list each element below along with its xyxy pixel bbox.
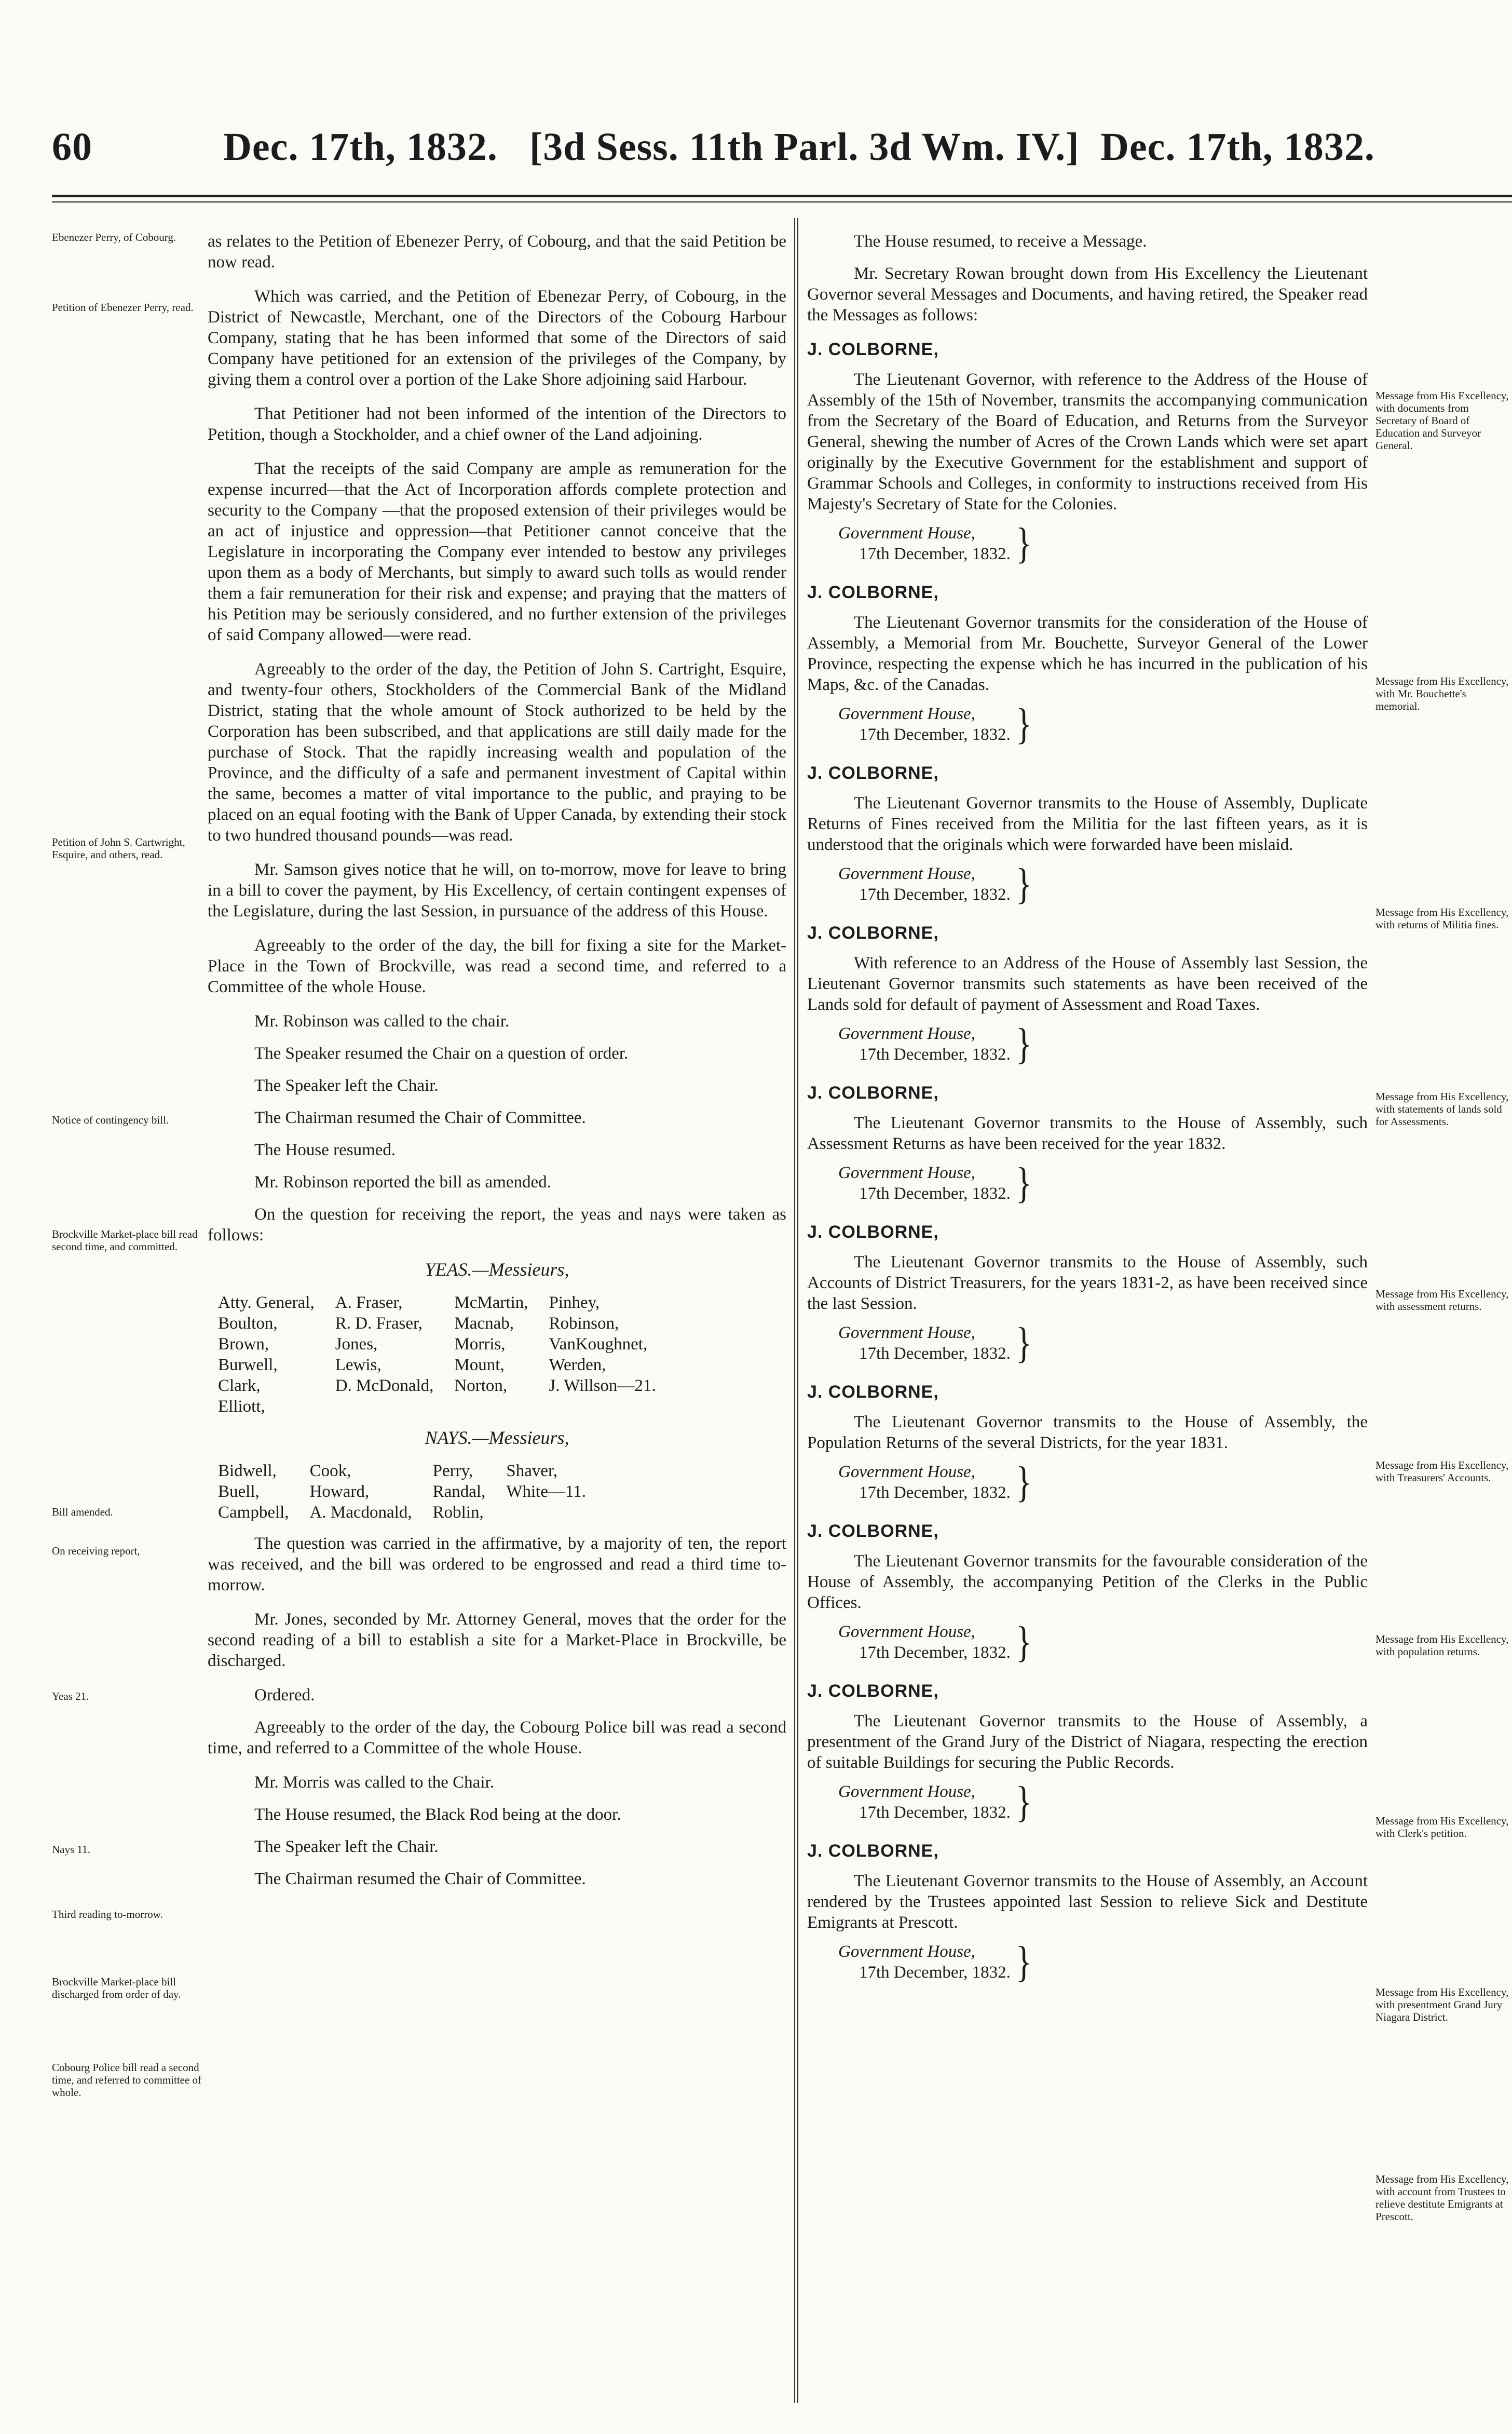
paragraph: That the receipts of the said Company are ample as remuneration for the expense incurred—that the Act of Incorporation affords complete protection and security to the Company —that the proposed extension of their privileges would be an act of injustice and oppression—that Petitioner cannot conceive that the Legislature in incorporating the Company ever intended to bestow any privileges upon them as a body of Merchants, but simply to award such tolls as would render them a fair remuneration for their risk and expense; and praying that the matters of his Petition may be seriously considered, and no further extension of the privileges of said Company allowed—were read. (208, 459, 786, 644)
member-name: J. Willson—21. (549, 1376, 656, 1395)
member-name: Norton, (454, 1376, 508, 1395)
yeas-title: YEAS.—Messieurs, (425, 1259, 569, 1280)
dateline-place: Government House, (838, 524, 975, 543)
government-house-dateline (838, 1938, 1368, 1986)
member-name: Jones, (335, 1335, 378, 1354)
message-text: The Lieutenant Governor, with reference to the Address of the House of Assembly of the 15th of November, transmits the accompanying communication from the Secretary of the Board of Education, and Returns from the Surveyor General, shewing the number of Acres of the Crown Lands which were set apart originally by the Executive Government for the establishment and support of Grammar Schools and Colleges, in conformity to instructions received from His Majesty's Secretary of State for the Colonies. (807, 370, 1368, 513)
member-name: Macnab, (454, 1314, 514, 1333)
dateline-date: 17th December, 1832. (859, 1344, 1011, 1363)
dateline-place: Government House, (838, 1323, 975, 1342)
message-block (807, 1222, 1368, 1367)
message-text: The Lieutenant Governor transmits for the favourable consideration of the House of Assembly, the accompanying Petition of the Clerks in the Public Offices. (807, 1552, 1368, 1612)
margin-note: Bill amended. (52, 1506, 113, 1518)
member-name: Howard, (309, 1482, 370, 1501)
message-block (807, 339, 1368, 567)
margin-note: Message from His Excellency, with statements of lands sold for Assessments. (1375, 1090, 1509, 1128)
message-block (807, 1681, 1368, 1826)
margin-note: Message from His Excellency, with Clerk's petition. (1375, 1815, 1509, 1840)
margin-note: Message from His Excellency, with Mr. Bouchette's memorial. (1375, 675, 1509, 712)
margin-note: Yeas 21. (52, 1690, 89, 1702)
paragraph: Agreeably to the order of the day, the Cobourg Police bill was read a second time, and referred to a Committee of the whole House. (208, 1718, 786, 1757)
message-text: The Lieutenant Governor transmits to the House of Assembly, such Assessment Returns as have been received for the year 1832. (807, 1114, 1368, 1153)
brace-glyph: } (1015, 1938, 1032, 1986)
message-text: The Lieutenant Governor transmits to the House of Assembly, an Account rendered by the Trustees appointed last Session to relieve Sick and Destitute Emigrants at Prescott. (807, 1872, 1368, 1932)
dateline-date: 17th December, 1832. (859, 1483, 1011, 1502)
signature: J. COLBORNE, (807, 583, 939, 602)
paragraph: On the question for receiving the report, the yeas and nays were taken as follows: (208, 1205, 786, 1245)
proceeding-line: The Speaker left the Chair. (254, 1837, 439, 1856)
message-block (807, 1521, 1368, 1666)
member-name: Roblin, (432, 1503, 484, 1522)
proceeding-line: Mr. Robinson was called to the chair. (254, 1012, 510, 1031)
column-divider-thin (797, 218, 798, 2403)
member-name: D. McDonald, (335, 1376, 434, 1395)
message-block (807, 1083, 1368, 1207)
brace-glyph: } (1015, 1618, 1032, 1666)
member-name: Campbell, (218, 1503, 289, 1522)
margin-note: Petition of John S. Cartwright, Esquire, and others, read. (52, 836, 185, 861)
margin-note: Brockville Market-place bill discharged from order of day. (52, 1976, 181, 2000)
vote-row (218, 1313, 677, 1334)
vote-row (218, 1292, 677, 1313)
dateline-date: 17th December, 1832. (859, 725, 1011, 744)
member-name: Robinson, (549, 1314, 619, 1333)
paragraph: Mr. Jones, seconded by Mr. Attorney General, moves that the order for the second reading of a bill to establish a site for a Market-Place in Brockville, be discharged. (208, 1610, 786, 1670)
right-margin-notes (1375, 231, 1512, 2403)
dateline-place: Government House, (838, 705, 975, 723)
dateline-date: 17th December, 1832. (859, 1643, 1011, 1662)
message-block (807, 1382, 1368, 1506)
message-text: The Lieutenant Governor transmits to the House of Assembly, Duplicate Returns of Fines received from the Militia for the last fifteen years, as it is understood that the originals which were forwarded have been mislaid. (807, 794, 1368, 854)
government-house-dateline (838, 1159, 1368, 1207)
government-house-dateline (838, 860, 1368, 908)
page-header (52, 125, 1484, 187)
member-name (506, 1502, 607, 1523)
message-block (807, 582, 1368, 748)
signature: J. COLBORNE, (807, 1222, 939, 1242)
dateline-date: 17th December, 1832. (859, 1184, 1011, 1203)
proceeding-line: The Chairman resumed the Chair of Committee. (254, 1870, 586, 1888)
margin-note: Message from His Excellency, with documents from Secretary of Board of Education and Surveyor General. (1375, 389, 1509, 452)
margin-note: Cobourg Police bill read a second time, and referred to committee of whole. (52, 2061, 202, 2099)
signature: J. COLBORNE, (807, 1521, 939, 1541)
member-name: Perry, (432, 1462, 473, 1480)
nays-table (218, 1461, 607, 1523)
page-number: 60 (52, 125, 92, 169)
member-name: R. D. Fraser, (335, 1314, 423, 1333)
margin-note: Brockville Market-place bill read second time, and committed. (52, 1228, 198, 1253)
member-name (549, 1396, 677, 1417)
dateline-date: 17th December, 1832. (859, 885, 1011, 904)
vote-row (218, 1502, 607, 1523)
margin-note: Message from His Excellency, with Treasurers' Accounts. (1375, 1459, 1509, 1484)
member-name: Brown, (218, 1335, 269, 1354)
signature: J. COLBORNE, (807, 923, 939, 943)
dateline-place: Government House, (838, 1164, 975, 1182)
margin-note: Message from His Excellency, with presentment Grand Jury Niagara District. (1375, 1986, 1509, 2023)
dateline-date: 17th December, 1832. (859, 545, 1011, 563)
margin-note: Message from His Excellency, with returns of Militia fines. (1375, 906, 1509, 931)
member-name: A. Fraser, (335, 1293, 403, 1312)
government-house-dateline (838, 700, 1368, 748)
member-name: Lewis, (335, 1356, 382, 1374)
member-name: VanKoughnet, (549, 1335, 648, 1354)
dateline-place: Government House, (838, 1942, 975, 1961)
member-name: McMartin, (454, 1293, 528, 1312)
brace-glyph: } (1015, 700, 1032, 748)
message-text: The Lieutenant Governor transmits for the consideration of the House of Assembly, a Memorial from Mr. Bouchette, Surveyor General of the Lower Province, respecting the expense which he has incurred in the publication of his Maps, &c. of the Canadas. (807, 613, 1368, 694)
header-date-right: Dec. 17th, 1832. (1100, 125, 1375, 169)
vote-row (218, 1461, 607, 1481)
proceeding-line: Mr. Robinson reported the bill as amended. (254, 1173, 551, 1192)
message-block (807, 923, 1368, 1068)
yeas-table (218, 1292, 677, 1417)
left-column (208, 231, 786, 2403)
dateline-place: Government House, (838, 1782, 975, 1801)
proceeding-line: Ordered. (254, 1686, 315, 1705)
paragraph: as relates to the Petition of Ebenezer Perry, of Cobourg, and that the said Petition be now read. (208, 232, 786, 272)
member-name: Elliott, (218, 1397, 265, 1416)
dateline-place: Government House, (838, 864, 975, 883)
proceeding-line: The Speaker left the Chair. (254, 1076, 439, 1095)
message-text: The Lieutenant Governor transmits to the House of Assembly, a presentment of the Grand Jury of the District of Niagara, respecting the erection of suitable Buildings for securing the Public Records. (807, 1712, 1368, 1772)
left-margin-notes (52, 231, 202, 2403)
message-text: The Lieutenant Governor transmits to the House of Assembly, such Accounts of District Treasurers, for the years 1831-2, as have been received since the last Session. (807, 1253, 1368, 1313)
government-house-dateline (838, 1458, 1368, 1506)
vote-row (218, 1355, 677, 1375)
government-house-dateline (838, 1020, 1368, 1068)
margin-note: On receiving report, (52, 1545, 140, 1557)
signature: J. COLBORNE, (807, 340, 939, 359)
member-name: A. Macdonald, (309, 1503, 412, 1522)
vote-row (218, 1375, 677, 1396)
message-text: With reference to an Address of the House of Assembly last Session, the Lieutenant Governor transmits such statements as have been received of the Lands sold for default of payment of Assessment and Road Taxes. (807, 954, 1368, 1014)
member-name (335, 1396, 455, 1417)
paragraph: Mr. Samson gives notice that he will, on to-morrow, move for leave to bring in a bill to cover the payment, by His Excellency, of certain contingent expenses of the Legislature, during the last Session, in pursuance of the address of this House. (208, 860, 786, 921)
messages-list (807, 339, 1368, 1986)
message-block (807, 1841, 1368, 1986)
header-session: [3d Sess. 11th Parl. 3d Wm. IV.] (529, 125, 1080, 169)
signature: J. COLBORNE, (807, 1841, 939, 1861)
dateline-date: 17th December, 1832. (859, 1963, 1011, 1982)
margin-note: Message from His Excellency, with assessment returns. (1375, 1288, 1509, 1313)
member-name: Pinhey, (549, 1293, 600, 1312)
proceeding-line: The Speaker resumed the Chair on a question of order. (254, 1044, 629, 1063)
dateline-date: 17th December, 1832. (859, 1045, 1011, 1064)
dateline-date: 17th December, 1832. (859, 1803, 1011, 1822)
government-house-dateline (838, 519, 1368, 567)
signature: J. COLBORNE, (807, 1681, 939, 1701)
brace-glyph: } (1015, 1020, 1032, 1068)
member-name: Cook, (309, 1462, 351, 1480)
paragraph: Which was carried, and the Petition of Ebenezar Perry, of Cobourg, in the District of Newcastle, Merchant, one of the Directors of the Cobourg Harbour Company, stating that he has been informed that some of the Directors of said Company have petitioned for an extension of the privileges of the Company, by giving them a control over a portion of the Lake Shore adjoining said Harbour. (208, 287, 786, 389)
header-date-left: Dec. 17th, 1832. (223, 125, 498, 169)
signature: J. COLBORNE, (807, 763, 939, 783)
government-house-dateline (838, 1778, 1368, 1826)
brace-glyph: } (1015, 1159, 1032, 1207)
brace-glyph: } (1015, 1778, 1032, 1826)
right-column (807, 231, 1368, 2403)
paragraph: That Petitioner had not been informed of the intention of the Directors to Petition, though a Stockholder, and a chief owner of the Land adjoining. (208, 404, 786, 444)
brace-glyph: } (1015, 1319, 1032, 1367)
government-house-dateline (838, 1618, 1368, 1666)
proceeding-line: Mr. Morris was called to the Chair. (254, 1773, 494, 1792)
member-name: Morris, (454, 1335, 506, 1354)
header-rule (52, 195, 1512, 197)
vote-row (218, 1334, 677, 1355)
paragraph: The question was carried in the affirmative, by a majority of ten, the report was received, and the bill was ordered to be engrossed and read a third time to-morrow. (208, 1534, 786, 1594)
member-name (454, 1396, 549, 1417)
member-name: Shaver, (506, 1462, 557, 1480)
column-divider (794, 218, 795, 2403)
signature: J. COLBORNE, (807, 1382, 939, 1402)
margin-note: Message from His Excellency, with account from Trustees to relieve destitute Emigrants at Prescott. (1375, 2173, 1509, 2223)
margin-note: Notice of contingency bill. (52, 1114, 169, 1126)
proceeding-line: The House resumed, to receive a Message. (854, 232, 1147, 251)
dateline-place: Government House, (838, 1024, 975, 1043)
message-text: The Lieutenant Governor transmits to the House of Assembly, the Population Returns of the several Districts, for the year 1831. (807, 1413, 1368, 1452)
member-name: Randal, (432, 1482, 486, 1501)
nays-title: NAYS.—Messieurs, (425, 1427, 569, 1448)
brace-glyph: } (1015, 519, 1032, 567)
message-block (807, 763, 1368, 908)
member-name: Buell, (218, 1482, 260, 1501)
member-name: Mount, (454, 1356, 505, 1374)
proceeding-line: The Chairman resumed the Chair of Committee. (254, 1108, 586, 1127)
paragraph: Agreeably to the order of the day, the bill for fixing a site for the Market-Place in the Town of Brockville, was read a second time, and referred to a Committee of the whole House. (208, 936, 786, 996)
brace-glyph: } (1015, 1458, 1032, 1506)
vote-row (218, 1481, 607, 1502)
member-name: Burwell, (218, 1356, 278, 1374)
dateline-place: Government House, (838, 1463, 975, 1481)
government-house-dateline (838, 1319, 1368, 1367)
member-name: Atty. General, (218, 1293, 315, 1312)
paragraph: Mr. Secretary Rowan brought down from His Excellency the Lieutenant Governor several Messages and Documents, and having retired, the Speaker read the Messages as follows: (807, 264, 1368, 324)
proceeding-line: The House resumed, the Black Rod being at the door. (254, 1805, 621, 1824)
member-name: Boulton, (218, 1314, 278, 1333)
paragraph: Agreeably to the order of the day, the Petition of John S. Cartright, Esquire, and twenty-four others, Stockholders of the Commercial Bank of the Midland District, stating that the whole amount of Stock authorized to be held by the Corporation has been subscribed, and that applications are still daily made for the purchase of Stock. That the rapidly increasing wealth and population of the Province, and the difficulty of a safe and permanent investment of Capital within the same, becomes a matter of vital importance to the public, and praying to be placed on an equal footing with the Bank of Upper Canada, by extending their stock to two hundred thousand pounds—was read. (208, 660, 786, 845)
margin-note: Third reading to-morrow. (52, 1908, 163, 1921)
member-name: White—11. (506, 1482, 586, 1501)
signature: J. COLBORNE, (807, 1083, 939, 1103)
member-name: Clark, (218, 1376, 261, 1395)
header-rule-thin (52, 201, 1512, 202)
proceeding-line: The House resumed. (254, 1141, 396, 1159)
margin-note: Nays 11. (52, 1843, 90, 1856)
vote-row (218, 1396, 677, 1417)
margin-note: Message from His Excellency, with population returns. (1375, 1633, 1509, 1658)
margin-note: Ebenezer Perry, of Cobourg. (52, 231, 176, 244)
brace-glyph: } (1015, 860, 1032, 908)
member-name: Bidwell, (218, 1462, 277, 1480)
member-name: Werden, (549, 1356, 606, 1374)
dateline-place: Government House, (838, 1622, 975, 1641)
margin-note: Petition of Ebenezer Perry, read. (52, 301, 194, 314)
